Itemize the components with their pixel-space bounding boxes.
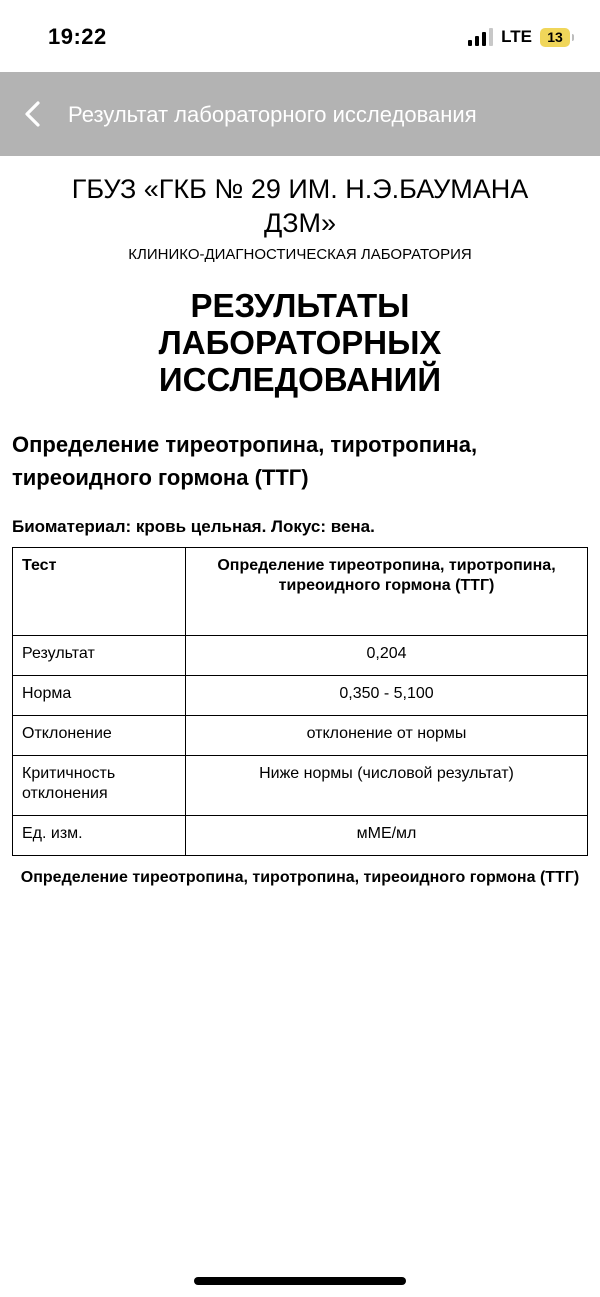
chevron-left-icon	[18, 98, 48, 130]
table-row-norm	[13, 676, 588, 716]
biomaterial-info: Биоматериал: кровь цельная. Локус: вена.	[12, 517, 375, 536]
battery-icon	[540, 28, 570, 47]
table-cell-label: Результат	[13, 636, 186, 676]
org-name: ГБУЗ «ГКБ № 29 ИМ. Н.Э.БАУМАНА ДЗМ»	[71, 174, 529, 238]
table-cell-value: Ниже нормы (числовой результат)	[186, 756, 588, 816]
table-cell-value: отклонение от нормы	[186, 716, 588, 756]
table-row-deviation	[13, 716, 588, 756]
table-row-criticality	[13, 756, 588, 816]
home-indicator[interactable]	[194, 1277, 406, 1285]
network-type: LTE	[501, 27, 532, 46]
table-row-result	[13, 636, 588, 676]
back-button[interactable]	[18, 98, 48, 130]
battery-level: 13	[547, 29, 563, 45]
table-cell-label: Ед. изм.	[13, 816, 186, 856]
table-header-label: Тест	[13, 548, 186, 636]
table-header-value: Определение тиреотропина, тиротропина, тиреоидного гормона (ТТГ)	[186, 548, 588, 636]
document-content	[0, 156, 600, 890]
signal-strength-icon	[468, 28, 493, 46]
table-cell-value: 0,204	[186, 636, 588, 676]
status-time: 19:22	[48, 24, 107, 49]
nav-title: Результат лабораторного исследования	[68, 102, 477, 127]
table-cell-label: Критичность отклонения	[13, 756, 186, 816]
table-cell-label: Норма	[13, 676, 186, 716]
table-header-row	[13, 548, 588, 636]
page-title: РЕЗУЛЬТАТЫ ЛАБОРАТОРНЫХ ИССЛЕДОВАНИЙ	[158, 287, 442, 398]
status-indicators	[468, 27, 570, 47]
lab-name: КЛИНИКО-ДИАГНОСТИЧЕСКАЯ ЛАБОРАТОРИЯ	[128, 246, 472, 263]
table-cell-value: 0,350 - 5,100	[186, 676, 588, 716]
status-bar	[0, 0, 600, 72]
table-row-units	[13, 816, 588, 856]
test-title: Определение тиреотропина, тиротропина, тиреоидного гормона (ТТГ)	[12, 432, 478, 490]
table-cell-label: Отклонение	[13, 716, 186, 756]
nav-bar	[0, 72, 600, 156]
footer-caption: Определение тиреотропина, тиротропина, тиреоидного гормона (ТТГ)	[20, 869, 580, 886]
table-cell-value: мМЕ/мл	[186, 816, 588, 856]
results-table	[12, 547, 588, 856]
